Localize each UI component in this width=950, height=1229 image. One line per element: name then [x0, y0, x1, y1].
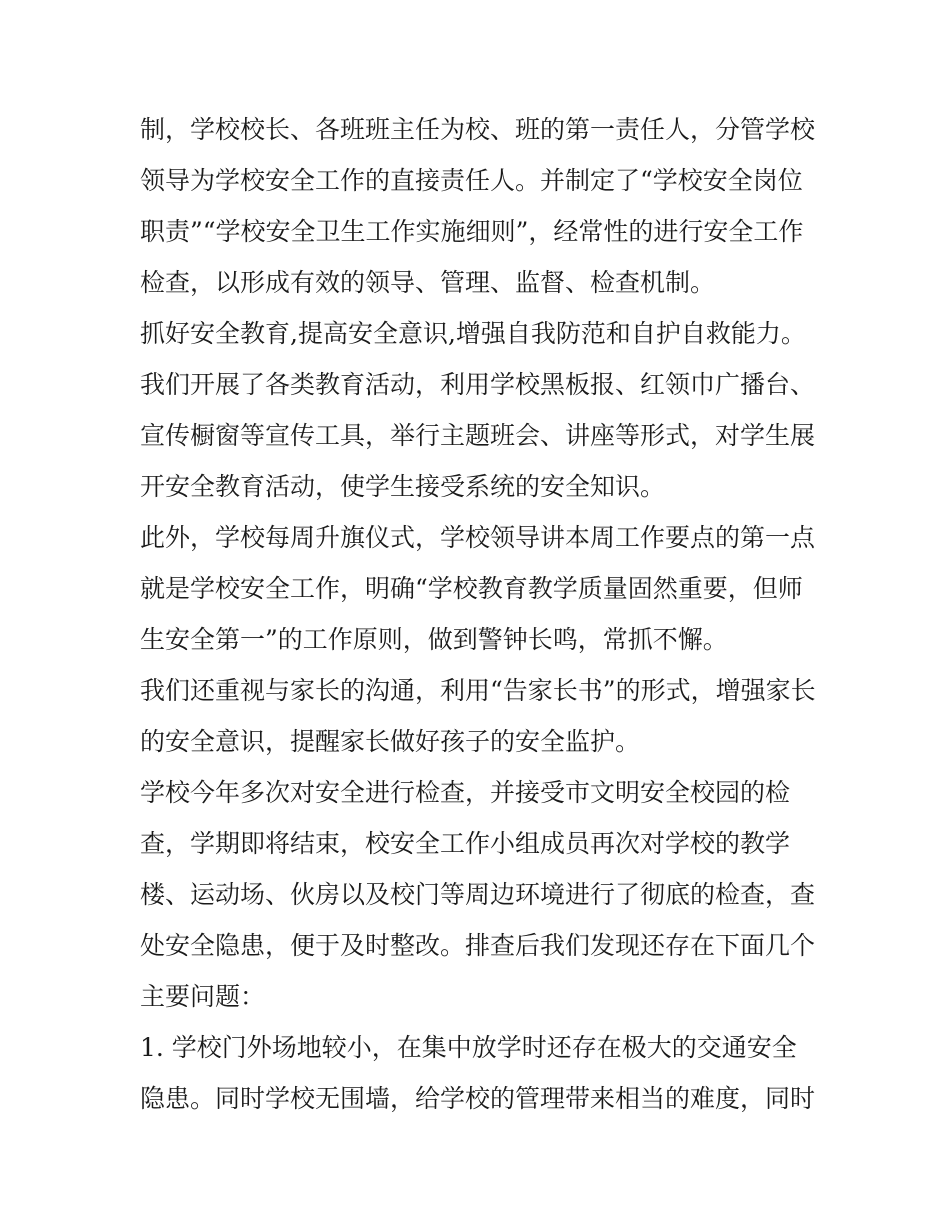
text-line: 我们开展了各类教育活动，利用学校黑板报、红领巾广播台、	[140, 370, 816, 399]
text-line: 宣传橱窗等宣传工具，举行主题班会、讲座等形式，对学生展	[140, 421, 816, 450]
text-line: 生安全第一”的工作原则，做到警钟长鸣，常抓不懈。	[140, 625, 728, 654]
text-line: 领导为学校安全工作的直接责任人。并制定了“学校安全岗位	[140, 166, 803, 195]
paragraph-problem-item-1	[140, 1022, 820, 1124]
text-line: 我们还重视与家长的沟通，利用“告家长书”的形式，增强家长	[140, 676, 816, 705]
text-line: 制，学校校长、各班班主任为校、班的第一责任人，分管学校	[140, 115, 816, 144]
text-line: 检查，以形成有效的领导、管理、监督、检查机制。	[140, 268, 716, 297]
text-line: 1. 学校门外场地较小，在集中放学时还存在极大的交通安全	[140, 1033, 797, 1062]
text-line: 就是学校安全工作，明确“学校教育教学质量固然重要，但师	[140, 574, 803, 603]
text-line: 开安全教育活动，使学生接受系统的安全知识。	[140, 472, 666, 501]
text-line: 查，学期即将结束，校安全工作小组成员再次对学校的教学	[140, 829, 791, 858]
text-line: 此外，学校每周升旗仪式，学校领导讲本周工作要点的第一点	[140, 523, 816, 552]
text-line: 隐患。同时学校无围墙，给学校的管理带来相当的难度，同时	[140, 1084, 816, 1113]
paragraph-safety-inspection	[140, 767, 820, 1022]
text-line: 抓好安全教育,提高安全意识,增强自我防范和自护自救能力。	[140, 319, 806, 348]
paragraph-safety-education	[140, 308, 820, 512]
paragraph-flag-ceremony	[140, 512, 820, 665]
text-line: 楼、运动场、伙房以及校门等周边环境进行了彻底的检查，查	[140, 880, 816, 909]
text-line: 学校今年多次对安全进行检查，并接受市文明安全校园的检	[140, 778, 791, 807]
document-body	[140, 104, 820, 1124]
text-line: 处安全隐患，便于及时整改。排查后我们发现还存在下面几个	[140, 931, 816, 960]
text-line: 的安全意识，提醒家长做好孩子的安全监护。	[140, 727, 641, 756]
text-line: 职责”“学校安全卫生工作实施细则”，经常性的进行安全工作	[140, 217, 804, 246]
paragraph-responsibility	[140, 104, 820, 308]
paragraph-parent-communication	[140, 665, 820, 767]
text-line: 主要问题：	[140, 982, 266, 1011]
